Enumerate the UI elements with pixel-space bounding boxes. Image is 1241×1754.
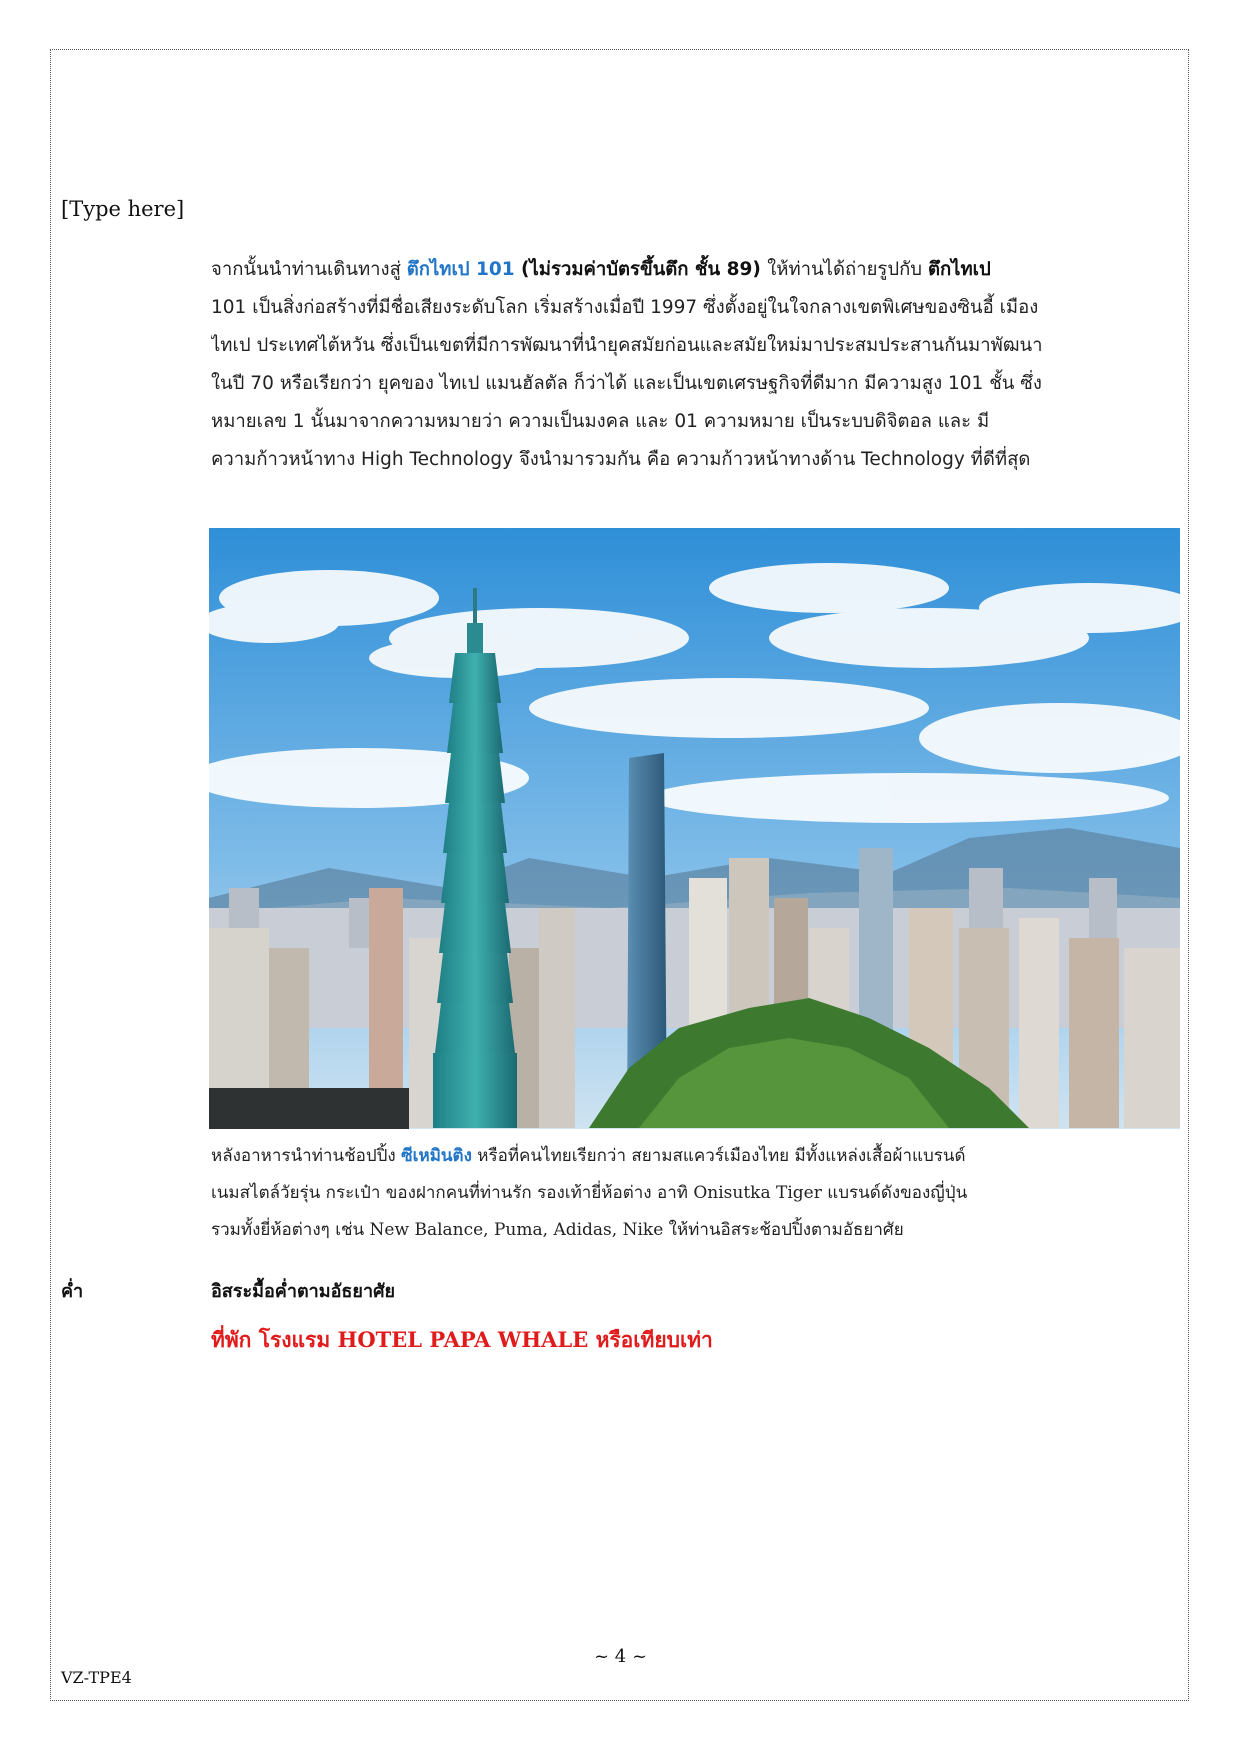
dinner-label: ค่ำ: [61, 1281, 84, 1302]
taipei-skyline-photo: [209, 528, 1180, 1129]
shopping-text-pre: หลังอาหารนำท่านช้อปปิ้ง: [211, 1146, 402, 1166]
landmark-name-bold: ตึกไทเป: [927, 259, 991, 280]
accommodation-text: ที่พัก โรงแรม HOTEL PAPA WHALE หรือเทียบเท่า: [211, 1327, 713, 1352]
dinner-text: อิสระมื้อค่ำตามอัธยาศัย: [211, 1281, 396, 1302]
shopping-line-2: เนมสไตล์วัยรุ่น กระเป๋า ของฝากคนที่ท่านรัก รองเท้ายี่ห้อต่าง อาทิ Onisutka Tiger แบรนด์ดังของญี่ปุ่น: [211, 1183, 968, 1203]
page-number: ~ 4 ~: [593, 1646, 648, 1667]
intro-text-mid: ให้ท่านได้ถ่ายรูปกับ: [767, 259, 928, 280]
shopping-line-1: [211, 1138, 1171, 1175]
intro-line-6: ความก้าวหน้าทาง High Technology จึงนำมารวมกัน คือ ความก้าวหน้าทางด้าน Technology ที่ดีที่สุด: [211, 449, 1031, 470]
intro-line-3: ไทเป ประเทศไต้หวัน ซึ่งเป็นเขตที่มีการพัฒนาที่นำยุคสมัยก่อนและสมัยใหม่มาประสมประสานกันมาพัฒนา: [211, 335, 1043, 356]
intro-text: จากนั้นนำท่านเดินทางสู่: [211, 259, 407, 280]
landmark-name: ตึกไทเป 101: [406, 259, 515, 280]
shopping-text-post: หรือที่คนไทยเรียกว่า สยามสแควร์เมืองไทย มีทั้งแหล่งเสื้อผ้าแบรนด์: [471, 1146, 966, 1166]
shopping-paragraph: [211, 1138, 1171, 1249]
intro-line-1: [211, 251, 1179, 289]
footer-code: VZ-TPE4: [61, 1668, 132, 1687]
ximending-name: ซีเหมินติง: [401, 1146, 472, 1166]
ticket-note: (ไม่รวมค่าบัตรขึ้นตึก ชั้น 89): [514, 259, 768, 280]
intro-line-2: 101 เป็นสิ่งก่อสร้างที่มีชื่อเสียงระดับโลก เริ่มสร้างเมื่อปี 1997 ซึ่งตั้งอยู่ในใจกลางเขตพิเศษของซินอี้ เมือง: [211, 297, 1039, 318]
intro-paragraph: [211, 251, 1179, 479]
intro-line-4: ในปี 70 หรือเรียกว่า ยุคของ ไทเป แมนฮัลตัล ก็ว่าได้ และเป็นเขตเศรษฐกิจที่ดีมาก มีความสูง 101 ชั้น ซึ่ง: [211, 373, 1042, 394]
intro-line-5: หมายเลข 1 นั้นมาจากความหมายว่า ความเป็นมงคล และ 01 ความหมาย เป็นระบบดิจิตอล และ มี: [211, 411, 990, 432]
header-placeholder: [Type here]: [61, 197, 185, 221]
shopping-line-3: รวมทั้งยี่ห้อต่างๆ เช่น New Balance, Puma, Adidas, Nike ให้ท่านอิสระช้อปปิ้งตามอัธยาศัย: [211, 1220, 904, 1240]
